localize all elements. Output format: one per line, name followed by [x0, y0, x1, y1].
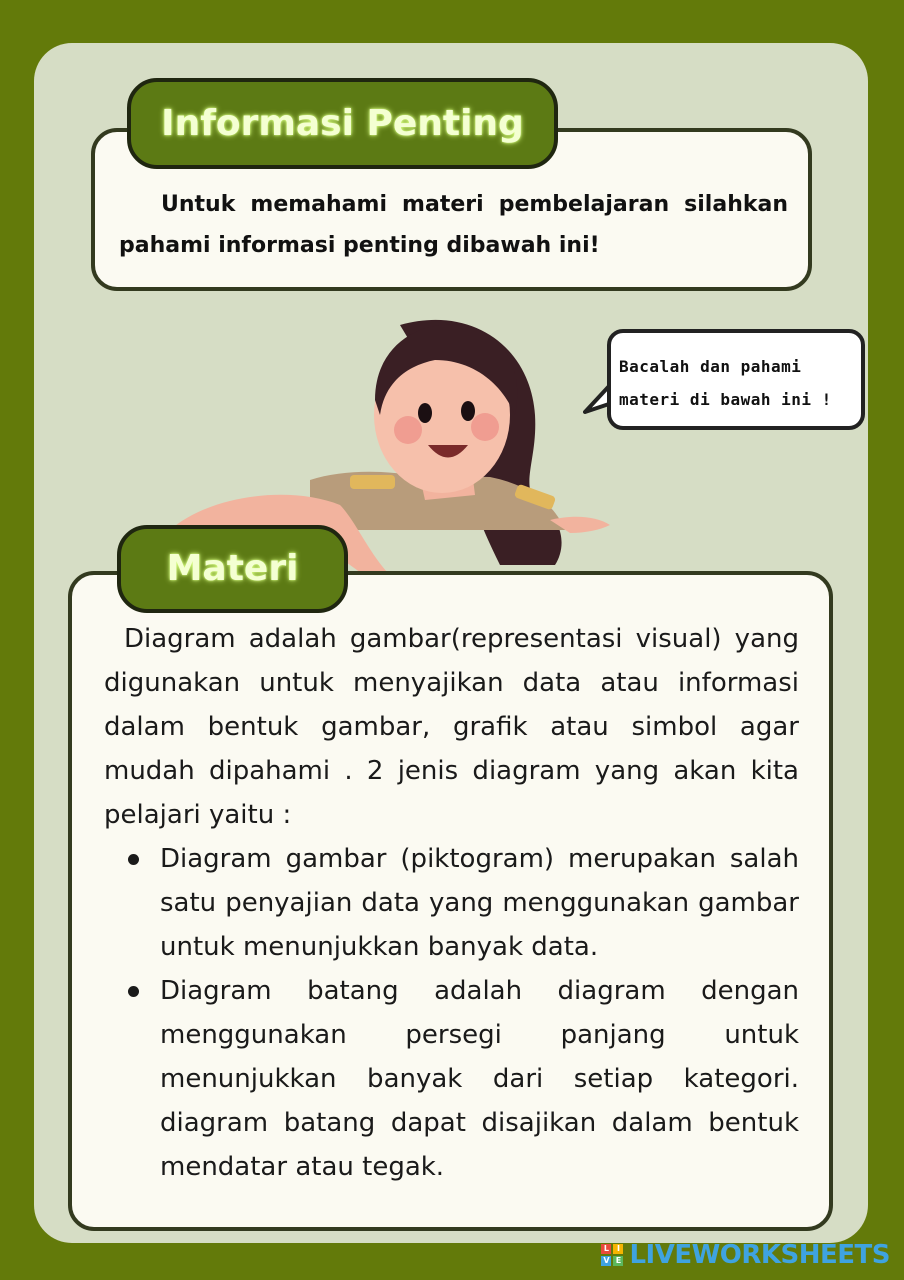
list-item — [104, 837, 799, 969]
speech-bubble — [607, 329, 865, 430]
watermark-text: LIVEWORKSHEETS — [629, 1240, 890, 1270]
materi-content — [104, 617, 799, 1189]
list-item — [104, 969, 799, 1189]
liveworksheets-watermark[interactable] — [601, 1238, 890, 1272]
materi-title: Materi — [117, 525, 348, 613]
materi-bullet-list — [104, 837, 799, 1189]
bullet-icon — [128, 986, 139, 997]
bullet-text: Diagram batang adalah diagram dengan menggunakan persegi panjang untuk menunjukkan banyak dari setiap kategori. diagram batang dapat disajikan dalam bentuk mendatar atau tegak. — [160, 976, 799, 1182]
speech-line-1: Bacalah dan pahami — [619, 357, 802, 376]
bullet-text: Diagram gambar (piktogram) merupakan salah satu penyajian data yang menggunakan gambar untuk menunjukkan banyak data. — [160, 844, 799, 962]
info-text: Untuk memahami materi pembelajaran silahkan pahami informasi penting dibawah ini! — [119, 192, 788, 258]
info-title: Informasi Penting — [127, 78, 558, 169]
materi-box — [68, 571, 833, 1231]
bullet-icon — [128, 854, 139, 865]
speech-line-2: materi di bawah ini ! — [619, 390, 832, 409]
materi-paragraph: Diagram adalah gambar(representasi visual) yang digunakan untuk menyajikan data atau informasi dalam bentuk gambar, grafik atau simbol agar mudah dipahami . 2 jenis diagram yang akan kita pelajari yaitu : — [104, 624, 799, 830]
liveworksheets-logo-icon: L I V E — [601, 1244, 623, 1266]
